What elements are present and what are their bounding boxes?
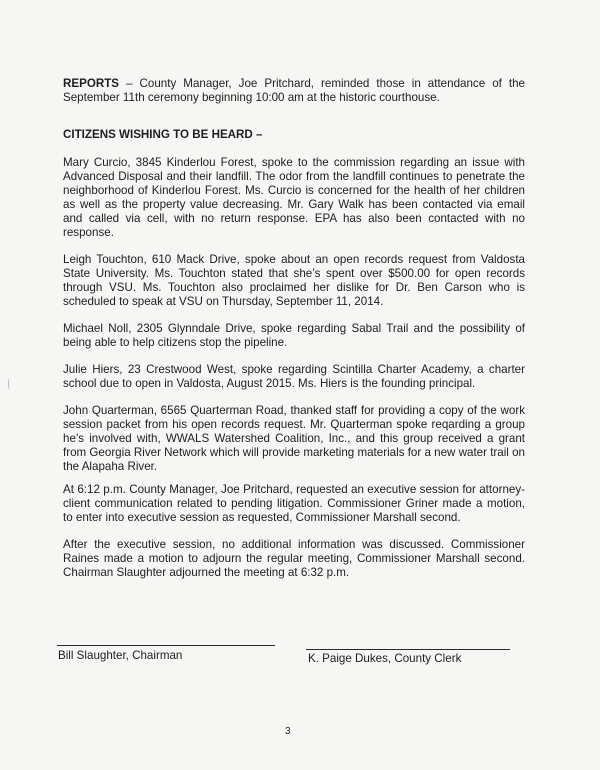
signature-line-clerk	[306, 649, 510, 650]
reports-paragraph	[63, 77, 525, 105]
page-number: 3	[285, 726, 291, 737]
paragraph-executive-session: At 6:12 p.m. County Manager, Joe Pritchard, requested an executive session for attorney-client communication related to pending litigation. Commissioner Griner made a motion, to enter into executive session as requested, Commissioner Marshall second.	[63, 483, 525, 524]
paragraph-adjournment: After the executive session, no additional information was discussed. Commissioner Raines made a motion to adjourn the regular meeting, Commissioner Marshall second. Chairman Slaughter adjourned the meeting at 6:32 p.m.	[63, 538, 525, 579]
reports-heading: REPORTS	[63, 77, 120, 90]
paragraph-hiers: Julie Hiers, 23 Crestwood West, spoke regarding Scintilla Charter Academy, a charter school due to open in Valdosta, August 2015. Ms. Hiers is the founding principal.	[63, 363, 525, 390]
signature-name-chairman: Bill Slaughter, Chairman	[58, 649, 183, 662]
paragraph-quarterman: John Quarterman, 6565 Quarterman Road, thanked staff for providing a copy of the work session packet from his open records request. Mr. Quarterman spoke reqarding a group he’s involved with, WWALS Watershed Coalition, Inc., and this group received a grant from Georgia River Network which will provide marketing materials for a new water trail on the Alapaha River.	[63, 404, 525, 473]
paragraph-curcio: Mary Curcio, 3845 Kinderlou Forest, spoke to the commission regarding an issue with Advanced Disposal and their landfill. The odor from the landfill continues to penetrate the neighborhood of Kinderlou Forest. Ms. Curcio is concerned for the health of her children as well as the property value decreasing. Mr. Gary Walk has been contacted via email and called via cell, with no return response. EPA has also been contacted with no response.	[63, 156, 525, 239]
reports-text: – County Manager, Joe Pritchard, reminded those in attendance of the September 11th ceremony beginning 10:00 am at the historic courthouse.	[63, 77, 525, 104]
paragraph-noll: Michael Noll, 2305 Glynndale Drive, spoke regarding Sabal Trail and the possibility of being able to help citizens stop the pipeline.	[63, 322, 525, 349]
paragraph-touchton: Leigh Touchton, 610 Mack Drive, spoke about an open records request from Valdosta State University. Ms. Touchton stated that she’s spent over $500.00 for open records through VSU. Ms. Touchton also proclaimed her dislike for Dr. Ben Carson who is scheduled to speak at VSU on Thursday, September 11, 2014.	[63, 253, 525, 308]
signature-name-clerk: K. Paige Dukes, County Clerk	[308, 652, 462, 665]
signature-line-chairman	[57, 645, 275, 646]
margin-mark	[8, 378, 11, 390]
citizens-heading: CITIZENS WISHING TO BE HEARD –	[63, 128, 263, 141]
